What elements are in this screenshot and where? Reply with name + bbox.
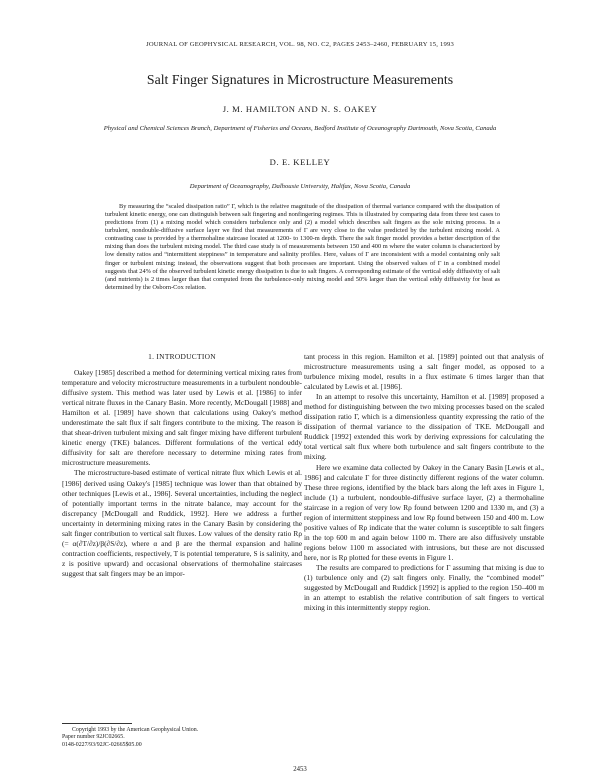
author-line-2: D. E. KELLEY	[269, 157, 331, 167]
author-line-1: J. M. HAMILTON AND N. S. OAKEY	[222, 104, 378, 114]
left-column	[62, 368, 302, 579]
affiliation-2: Department of Oceanography, Dalhousie University, Halifax, Nova Scotia, Canada	[189, 183, 411, 190]
copyright-notice: Copyright 1993 by the American Geophysical Union.	[72, 727, 199, 733]
intro-paragraph-6: The results are compared to predictions for Γ assuming that mixing is due to (1) turbulence only and (2) salt fingers only. Finally, the “combined model” suggested by McDougall and Ruddick [1992] is applied to the region 150–400 m in an attempt to establish the relative contribution of salt fingers to vertical mixing in this intermittently steppy region.	[304, 562, 544, 613]
abstract: By measuring the “scaled dissipation ratio” Γ, which is the relative magnitude of the dissipation of thermal variance compared with the dissipation of turbulent kinetic energy, one can distinguish between salt fingering and nonfingering regimes. This is illustrated by comparing data from three test cases to predictions from (1) a mixing model which considers turbulence only and (2) a model which describes salt fingers as the sole mixing process. In a turbulent, nondouble-diffusive surface layer we find that measurements of Γ are very close to the value predicted by the turbulent mixing model. A contrasting case is provided by a thermohaline staircase located at 1200- to 1300-m depth. There the salt finger model provides a better description of the mixing than does the turbulent mixing model. The third case study is of measurements between 150 and 400 m where the water column is characterized by low density ratios and “intermittent steppiness” in temperature and salinity profiles. Here, values of Γ are inconsistent with a model containing only salt finger or turbulent mixing; instead, the observations suggest that both processes are important. Using the observed values of Γ in a combined model suggests that 24% of the observed turbulent kinetic energy dissipation is due to salt fingers. A corresponding estimate of the vertical eddy diffusivity of salt (and nutrients) is 2 times larger than that computed from the turbulence-only mixing model and 50% larger than the vertical eddy diffusivity for heat as determined by the Osborn-Cox relation.	[105, 203, 500, 291]
right-column	[304, 352, 544, 613]
footnote	[62, 727, 302, 749]
page-number: 2453	[293, 766, 307, 773]
intro-paragraph-4: In an attempt to resolve this uncertainty, Hamilton et al. [1989] proposed a method for distinguishing between the two mixing processes based on the scaled dissipation ratio Γ, which is a dimensionless quantity expressing the ratio of the dissipation of thermal variance to the dissipation of TKE. McDougall and Ruddick [1992] extended this work by deriving expressions for calculating the total vertical salt flux where both turbulence and salt fingers contribute to the mixing.	[304, 392, 544, 462]
footnote-divider	[62, 723, 132, 724]
paper-title: Salt Finger Signatures in Microstructure Measurements	[146, 72, 454, 87]
journal-header: JOURNAL OF GEOPHYSICAL RESEARCH, VOL. 98, NO. C2, PAGES 2453–2460, FEBRUARY 15, 1993	[146, 41, 454, 48]
affiliation-1: Physical and Chemical Sciences Branch, Department of Fisheries and Oceans, Bedford Institute of Oceanography Dartmouth, Nova Scotia, Canada	[103, 125, 497, 132]
intro-paragraph-1: Oakey [1985] described a method for determining vertical mixing rates from temperature and velocity microstructure measurements in a turbulent nondouble-diffusive system. This method was later used by Lewis et al. [1986] to infer vertical nitrate fluxes in the Canary Basin. More recently, McDougall [1988] and Hamilton et al. [1989] have shown that calculations using Oakey's method underestimate the salt flux if salt fingers contribute to the mixing. The reason is that shear-driven turbulent mixing and salt finger mixing have different turbulent kinetic energy (TKE) balances. Different formulations of the vertical eddy diffusivity for salt are therefore necessary to determine mixing rates from microstructure measurements.	[62, 368, 302, 468]
intro-paragraph-5: Here we examine data collected by Oakey in the Canary Basin [Lewis et al., 1986] and calculate Γ for three distinctly different regions of the water column. These three regions, identified by the black bars along the left axes in Figure 1, include (1) a turbulent, nondouble-diffusive surface layer, (2) a thermohaline staircase in a region of very low Rρ found between 1200 and 1330 m, and (3) a region of intermittent steppiness and low Rρ found between 150 and 400 m. Low positive values of Rρ indicate that the water column is susceptible to salt fingers in the top 600 m and again below 1100 m. There are also diffusively unstable regions below 1100 m associated with intrusions, but these are not discussed here, nor is Rρ plotted for these events in Figure 1.	[304, 462, 544, 562]
intro-paragraph-3: tant process in this region. Hamilton et al. [1989] pointed out that analysis of microstructure measurements using a salt finger model, as opposed to a turbulence mixing model, results in a flux estimate 6 times larger than that calculated by Lewis et al. [1986].	[304, 352, 544, 392]
intro-paragraph-2: The microstructure-based estimate of vertical nitrate flux which Lewis et al. [1986] derived using Oakey's [1985] technique was lower than that obtained by other techniques [Lewis et al., 1986]. Several uncertainties, including the neglect of potentially important terms in the nitrate balance, may account for the discrepancy [McDougall and Ruddick, 1992]. Here we address a further uncertainty in determining mixing rates in the Canary Basin by considering the salt finger contribution to vertical salt fluxes. Low values of the density ratio Rρ (= α(∂T/∂z)/β(∂S/∂z), where α and β are the thermal expansion and haline contraction coefficients, respectively, T is potential temperature, S is salinity, and z is positive upward) and occasional observations of thermohaline staircases suggest that salt fingers may be an impor-	[62, 468, 302, 578]
section-heading-introduction: 1. INTRODUCTION	[148, 352, 216, 361]
paper-number: Paper number 92JC02665.	[62, 734, 125, 741]
paper-code: 0148-0227/93/92JC-02665$05.00	[62, 741, 142, 748]
